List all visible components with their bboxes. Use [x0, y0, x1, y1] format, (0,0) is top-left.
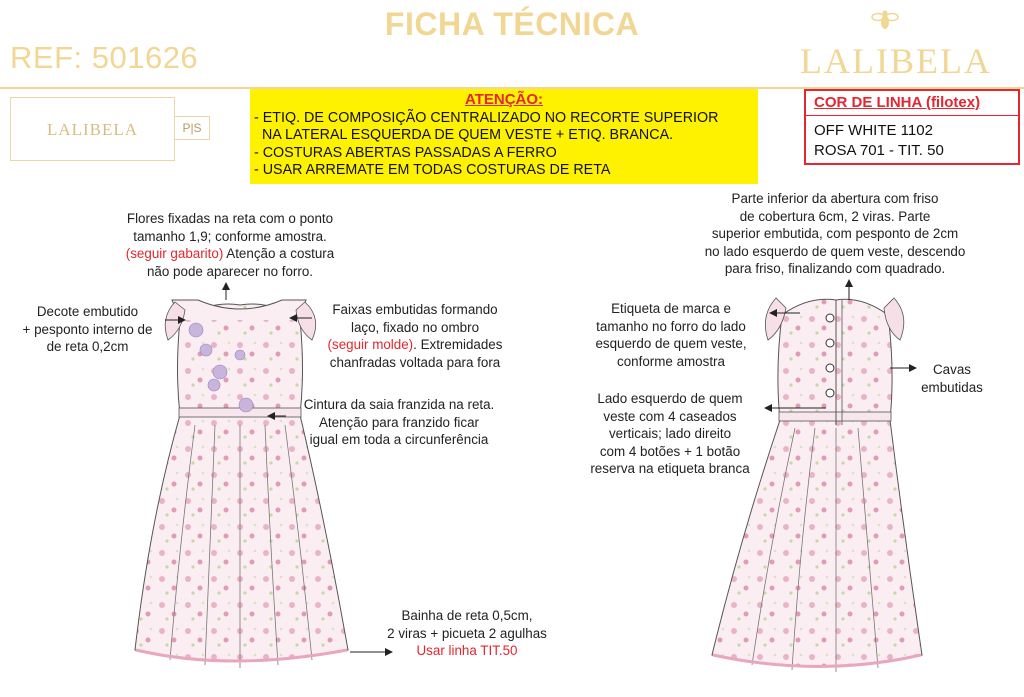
note-line: chanfradas voltada para fora: [329, 354, 501, 370]
note-line: conforme amostra: [617, 353, 725, 369]
note-line: laço, fixado no ombro: [350, 319, 480, 335]
attention-line: - ETIQ. DE COMPOSIÇÃO CENTRALIZADO NO RECORTE SUPERIOR: [254, 110, 719, 126]
brand-logo: LALIBELA: [800, 41, 992, 81]
note-straps: [300, 301, 530, 371]
attention-line: - USAR ARREMATE EM TODAS COSTURAS DE RETA: [254, 162, 611, 178]
document-title: FICHA TÉCNICA: [384, 6, 640, 42]
note-highlight: (seguir gabarito): [125, 246, 224, 261]
note-neckline: [10, 303, 165, 356]
note-line: veste com 4 caseados: [603, 408, 737, 424]
note-line: de cobertura 6cm, 2 viras. Parte: [739, 208, 931, 224]
note-text: . Extremidades: [413, 337, 503, 352]
note-hem: [362, 607, 572, 660]
note-line: Bainha de reta 0,5cm,: [401, 608, 533, 623]
note-line: esquerdo de quem veste,: [595, 336, 747, 351]
note-text: Atenção a costura: [223, 246, 335, 261]
note-line: com 4 botões + 1 botão: [599, 443, 741, 459]
label-brand: LALIBELA: [46, 120, 139, 139]
note-highlight: Usar linha TIT.50: [416, 643, 518, 658]
note-line: verticais; lado direito: [608, 426, 732, 441]
attention-line: - COSTURAS ABERTAS PASSADAS A FERRO: [254, 145, 557, 161]
note-line: Decote embutido: [36, 304, 139, 319]
note-line: superior embutida, com pesponto de 2cm: [711, 226, 959, 241]
note-line: igual em toda a circunferência: [309, 432, 489, 447]
size-label: P|S: [174, 116, 210, 140]
note-line: + pesponto interno de: [22, 321, 153, 337]
note-highlight: (seguir molde): [327, 337, 414, 352]
note-line: Flores fixadas na reta com o ponto: [126, 211, 334, 226]
attention-line: NA LATERAL ESQUERDA DE QUEM VESTE + ETIQ. BRANCA.: [254, 127, 674, 143]
note-line: não pode aparecer no forro.: [146, 263, 313, 279]
note-line: reserva na etiqueta branca: [590, 461, 750, 476]
note-line: [80, 245, 380, 263]
note-line: no lado esquerdo de quem veste, descendo: [704, 243, 966, 259]
note-line: Atenção para franzido ficar: [318, 414, 480, 430]
note-buttons: [570, 390, 770, 478]
note-line: Lado esquerdo de quem: [597, 391, 743, 406]
note-armholes: [912, 361, 992, 396]
note-line: [300, 336, 530, 354]
reference-code: REF: 501626: [10, 40, 199, 75]
note-line: embutidas: [921, 379, 983, 395]
note-brand-tag: [576, 300, 766, 370]
note-line: Cavas: [933, 362, 971, 377]
note-line: para friso, finalizando com quadrado.: [724, 261, 946, 276]
note-line: tamanho 1,9; conforme amostra.: [133, 228, 327, 244]
attention-title: ATENÇÃO:: [464, 91, 544, 108]
note-waist: [284, 396, 514, 449]
note-line: Cintura da saia franzida na reta.: [303, 397, 495, 412]
note-line: Parte inferior da abertura com friso: [731, 191, 939, 206]
thread-color: OFF WHITE 1102: [814, 122, 933, 139]
note-flowers: [80, 210, 380, 280]
note-line: 2 viras + picueta 2 agulhas: [387, 625, 547, 641]
note-opening: [676, 190, 994, 278]
note-line: tamanho no forro do lado: [596, 318, 746, 334]
note-line: de reta 0,2cm: [46, 339, 129, 354]
note-line: Faixas embutidas formando: [332, 302, 498, 317]
thread-color: ROSA 701 - TIT. 50: [814, 142, 944, 159]
thread-title: COR DE LINHA (filotex): [814, 94, 981, 111]
note-line: Etiqueta de marca e: [611, 301, 731, 316]
